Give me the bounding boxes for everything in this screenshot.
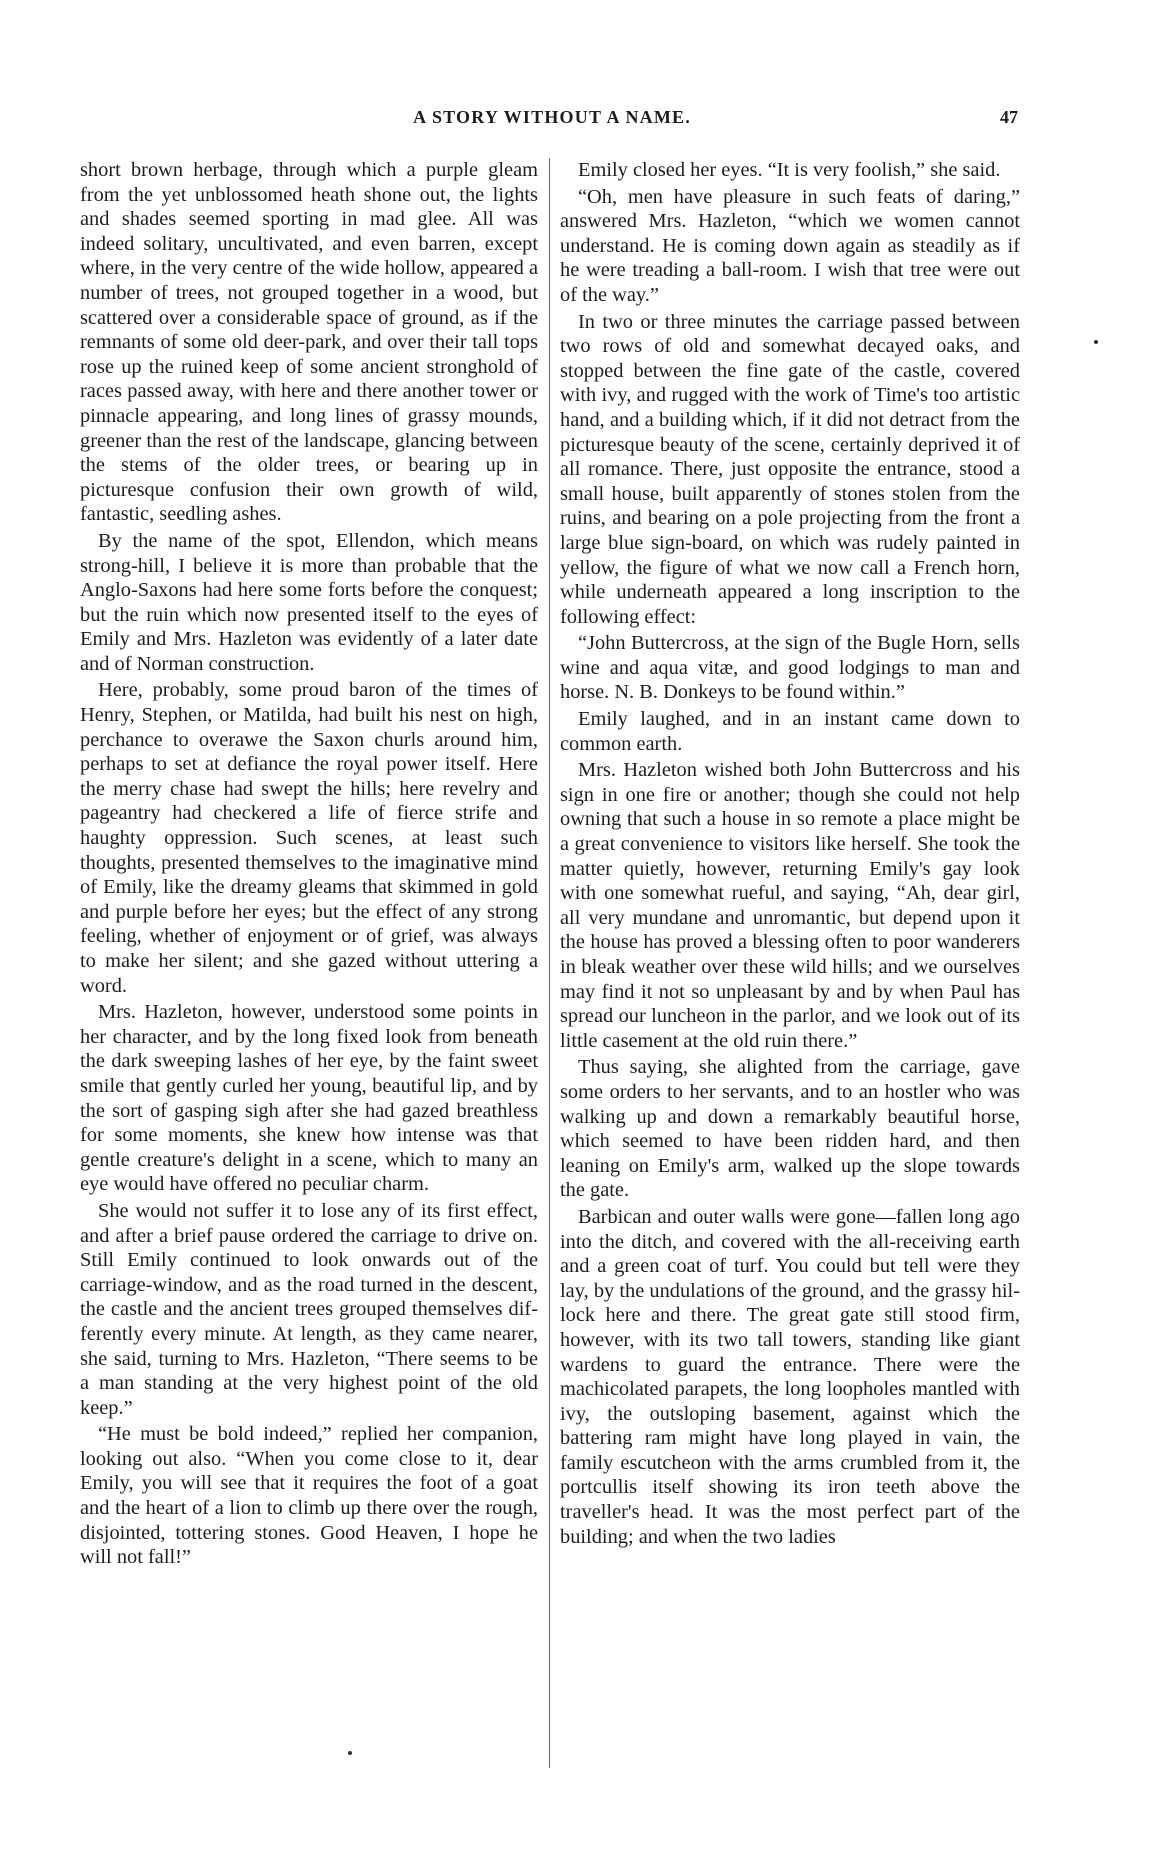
paragraph: In two or three minutes the carriage passed between two rows of old and somewhat decayed oaks, and stopped between the fine gate of the castle, covered with ivy, and rugged with the work of Time's too artistic hand, and a building which, if it did not detract from the picturesque beauty of the scene, certainly deprived it of all romance. There, just opposite the entrance, stood a small house, built apparently of stones stolen from the ruins, and bearing on a pole projecting from the front a large blue sign-board, on which was rudely painted in yellow, the figure of what we now call a French horn, while underneath appeared a long inscription to the following effect: <box>560 310 1020 628</box>
paragraph: “Oh, men have pleasure in such feats of daring,” answered Mrs. Hazleton, “which we women cannot understand. He is coming down again as steadily as if he were treading a ball-room. I wish that tree were out of the way.” <box>560 185 1020 306</box>
running-header <box>86 107 1018 137</box>
paragraph: Barbican and outer walls were gone—fallen long ago into the ditch, and covered with the all-receiving earth and a green coat of turf. You could but tell were they lay, by the undulations of the ground, and the grassy hillock here and there. The great gate still stood firm, however, with its two tall towers, standing like giant wardens to guard the entrance. There were the machicolated parapets, the long loopholes mantled with ivy, the outsloping basement, against which the battering ram might have long played in vain, the family escutcheon with the arms crumbled from it, the portcullis itself showing its iron teeth above the traveller's head. It was the most perfect part of the building; and when the two ladies <box>560 1205 1020 1548</box>
column-divider <box>549 158 550 1768</box>
paragraph: Emily closed her eyes. “It is very foolish,” she said. <box>578 159 1001 181</box>
left-column <box>80 158 538 1572</box>
print-speck <box>1094 340 1098 344</box>
paragraph: By the name of the spot, Ellendon, which means strong-hill, I believe it is more than probable that the Anglo-Saxons had here some forts before the conquest; but the ruin which now presented itself to the eyes of Emily and Mrs. Hazleton was evidently of a later date and of Norman construction. <box>80 529 538 675</box>
paragraph: Emily laughed, and in an instant came down to common earth. <box>560 708 1020 755</box>
running-title: A STORY WITHOUT A NAME. <box>413 107 691 127</box>
right-column <box>560 158 1020 1551</box>
paragraph: short brown herbage, through which a purple gleam from the yet unblossomed heath shone out, the lights and shades seemed sporting in mad glee. All was indeed solitary, uncultivated, and even barren, except where, in the very centre of the wide hollow, appeared a number of trees, not grouped together in a wood, but scattered over a considerable space of ground, as if the remnants of some old deer-park, and over their tall tops rose up the ruined keep of some ancient stronghold of races passed away, with here and there another tower or pinnacle appearing, and long lines of grassy mounds, greener than the rest of the landscape, glancing between the stems of the older trees, or bearing up in picturesque confusion their own growth of wild, fantastic, seedling ashes. <box>80 159 538 526</box>
print-speck <box>348 1751 352 1755</box>
paragraph: Thus saying, she alighted from the carriage, gave some orders to her servants, and to an hostler who was walking up and down a remarkably beautiful horse, which seemed to have been ridden hard, and then leaning on Emily's arm, walked up the slope towards the gate. <box>560 1056 1020 1202</box>
paragraph: Mrs. Hazleton, however, understood some points in her character, and by the long fixed look from beneath the dark sweeping lashes of her eye, by the faint sweet smile that gently curled her young, beautiful lip, and by the sort of gasping sigh after she had gazed breathless for some moments, she knew how intense was that gentle creature's delight in a scene, which to many an eye would have offered no peculiar charm. <box>80 1001 538 1196</box>
page-number: 47 <box>1000 107 1018 127</box>
paragraph: “John Buttercross, at the sign of the Bugle Horn, sells wine and aqua vitæ, and good lodgings to man and horse. N. B. Donkeys to be found within.” <box>560 632 1020 704</box>
paragraph: Here, probably, some proud baron of the times of Henry, Stephen, or Matilda, had built his nest on high, perchance to overawe the Saxon churls around him, perhaps to set at defiance the royal power itself. Here the merry chase had swept the hills; here revelry and pageantry had checkered a life of fierce strife and haughty oppression. Such scenes, at least such thoughts, presented themselves to the imaginative mind of Emily, like the dreamy gleams that skimmed in gold and purple before her eyes; but the effect of any strong feeling, whether of enjoyment or of grief, was always to make her silent; and she gazed without uttering a word. <box>80 679 538 997</box>
paragraph: Mrs. Hazleton wished both John Buttercross and his sign in one fire or another; though she could not help owning that such a house in so remote a place might be a great convenience to visitors like herself. She took the matter quietly, however, returning Emily's gay look with one somewhat rueful, and saying, “Ah, dear girl, all very mundane and unromantic, but depend upon it the house has proved a blessing often to poor wanderers in bleak weather over these wild hills; and we ourselves may find it not so unpleasant by and by when Paul has spread our luncheon in the parlor, and we look out of its little casement at the old ruin there.” <box>560 759 1020 1052</box>
paragraph: She would not suffer it to lose any of its first effect, and after a brief pause ordered the carriage to drive on. Still Emily continued to look onwards out of the carriage-window, and as the road turned in the descent, the castle and the ancient trees grouped themselves differently every minute. At length, as they came nearer, she said, turning to Mrs. Hazleton, “There seems to be a man standing at the very highest point of the old keep.” <box>80 1199 538 1419</box>
paragraph: “He must be bold indeed,” replied her companion, looking out also. “When you come close to it, dear Emily, you will see that it requires the foot of a goat and the heart of a lion to climb up there over the rough, disjointed, tottering stones. Good Heaven, I hope he will not fall!” <box>80 1423 538 1569</box>
